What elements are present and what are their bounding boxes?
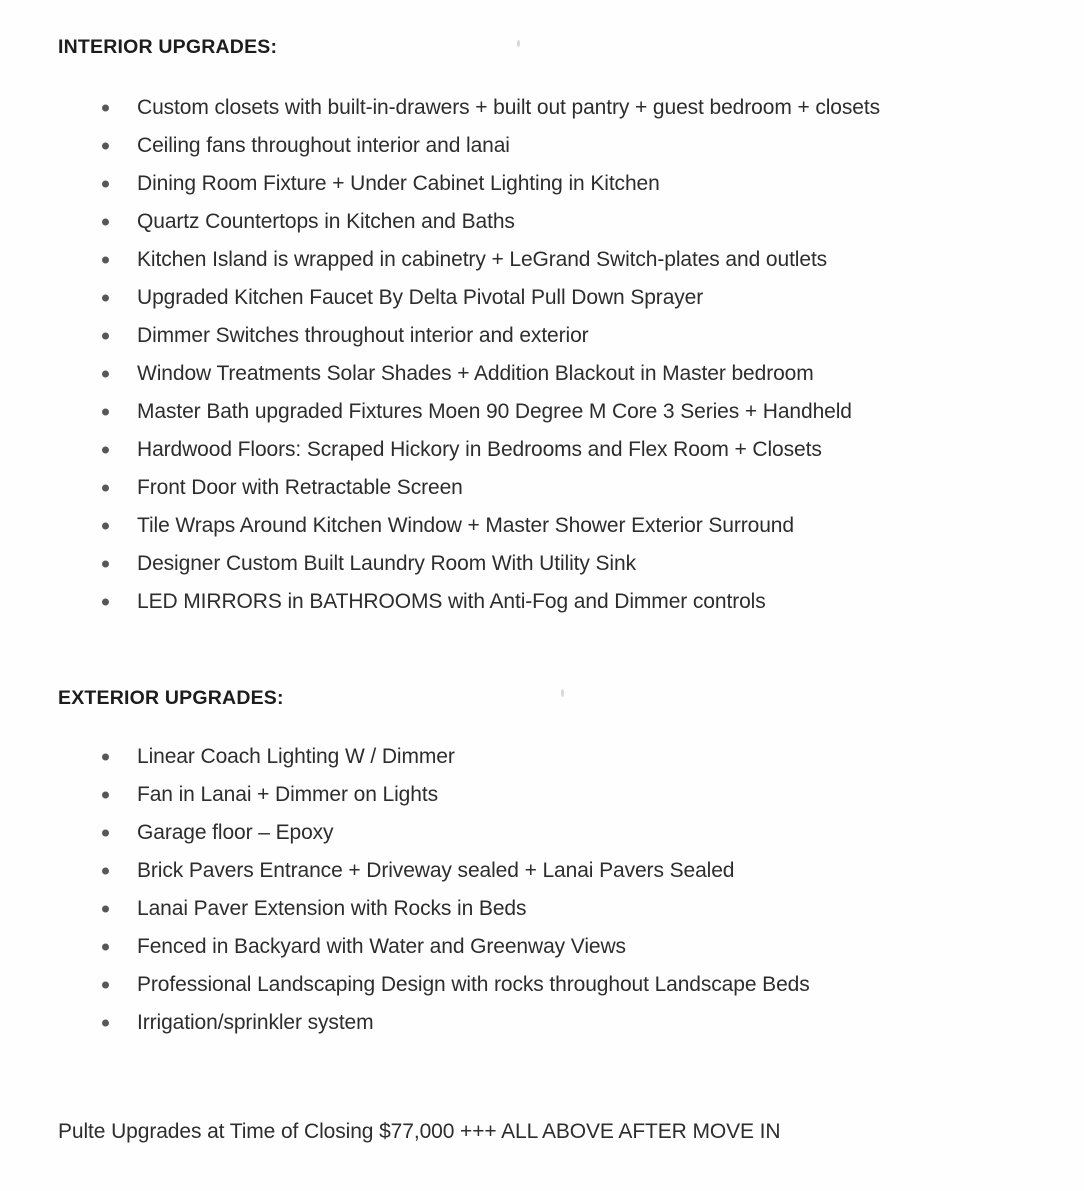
list-item [58,279,880,317]
interior-item-label: Custom closets with built-in-drawers + built out pantry + guest bedroom + closets [137,96,880,119]
list-item [58,1004,810,1042]
bullet-dot-icon [102,523,109,530]
list-item [58,738,810,776]
interior-item-label: Kitchen Island is wrapped in cabinetry + LeGrand Switch-plates and outlets [137,248,828,271]
bullet-dot-icon [102,561,109,568]
bullet-dot-icon [102,371,109,378]
exterior-item-label: Professional Landscaping Design with rocks throughout Landscape Beds [137,973,810,996]
list-item [58,355,880,393]
list-item [58,241,880,279]
interior-item-label: Ceiling fans throughout interior and lanai [137,134,510,157]
bullet-dot-icon [102,830,109,837]
bullet-dot-icon [102,906,109,913]
exterior-item-label: Fan in Lanai + Dimmer on Lights [137,783,438,806]
bullet-dot-icon [102,599,109,606]
interior-item-label: Designer Custom Built Laundry Room With Utility Sink [137,552,636,575]
list-item [58,583,880,621]
interior-upgrades-list [58,89,880,621]
exterior-upgrades-heading: EXTERIOR UPGRADES: [58,687,284,709]
bullet-dot-icon [102,485,109,492]
interior-upgrades-heading: INTERIOR UPGRADES: [58,36,278,58]
bullet-dot-icon [102,754,109,761]
bullet-dot-icon [102,219,109,226]
list-item [58,317,880,355]
interior-item-label: Hardwood Floors: Scraped Hickory in Bedrooms and Flex Room + Closets [137,438,822,461]
closing-note: Pulte Upgrades at Time of Closing $77,000 +++ ALL ABOVE AFTER MOVE IN [58,1120,781,1143]
bullet-dot-icon [102,105,109,112]
bullet-dot-icon [102,257,109,264]
bullet-dot-icon [102,143,109,150]
scan-speck [561,689,564,697]
list-item [58,127,880,165]
list-item [58,890,810,928]
list-item [58,469,880,507]
list-item [58,776,810,814]
interior-item-label: Tile Wraps Around Kitchen Window + Master Shower Exterior Surround [137,514,794,537]
list-item [58,852,810,890]
interior-item-label: Dining Room Fixture + Under Cabinet Lighting in Kitchen [137,172,660,195]
interior-item-label: Front Door with Retractable Screen [137,476,463,499]
interior-item-label: LED MIRRORS in BATHROOMS with Anti-Fog and Dimmer controls [137,590,766,613]
list-item [58,928,810,966]
bullet-dot-icon [102,982,109,989]
list-item [58,165,880,203]
list-item [58,507,880,545]
list-item [58,966,810,1004]
bullet-dot-icon [102,333,109,340]
list-item [58,814,810,852]
bullet-dot-icon [102,447,109,454]
exterior-item-label: Linear Coach Lighting W / Dimmer [137,745,455,768]
list-item [58,431,880,469]
scan-speck [517,40,520,47]
exterior-item-label: Garage floor – Epoxy [137,821,334,844]
exterior-item-label: Fenced in Backyard with Water and Greenway Views [137,935,626,958]
bullet-dot-icon [102,181,109,188]
exterior-item-label: Lanai Paver Extension with Rocks in Beds [137,897,527,920]
list-item [58,545,880,583]
interior-item-label: Window Treatments Solar Shades + Addition Blackout in Master bedroom [137,362,814,385]
bullet-dot-icon [102,868,109,875]
bullet-dot-icon [102,409,109,416]
list-item [58,393,880,431]
interior-item-label: Master Bath upgraded Fixtures Moen 90 Degree M Core 3 Series + Handheld [137,400,852,423]
list-item [58,89,880,127]
bullet-dot-icon [102,1020,109,1027]
exterior-upgrades-list [58,738,810,1042]
exterior-item-label: Brick Pavers Entrance + Driveway sealed + Lanai Pavers Sealed [137,859,735,882]
interior-item-label: Upgraded Kitchen Faucet By Delta Pivotal Pull Down Sprayer [137,286,704,309]
interior-item-label: Quartz Countertops in Kitchen and Baths [137,210,515,233]
interior-item-label: Dimmer Switches throughout interior and exterior [137,324,589,347]
exterior-item-label: Irrigation/sprinkler system [137,1011,374,1034]
list-item [58,203,880,241]
bullet-dot-icon [102,295,109,302]
bullet-dot-icon [102,792,109,799]
bullet-dot-icon [102,944,109,951]
